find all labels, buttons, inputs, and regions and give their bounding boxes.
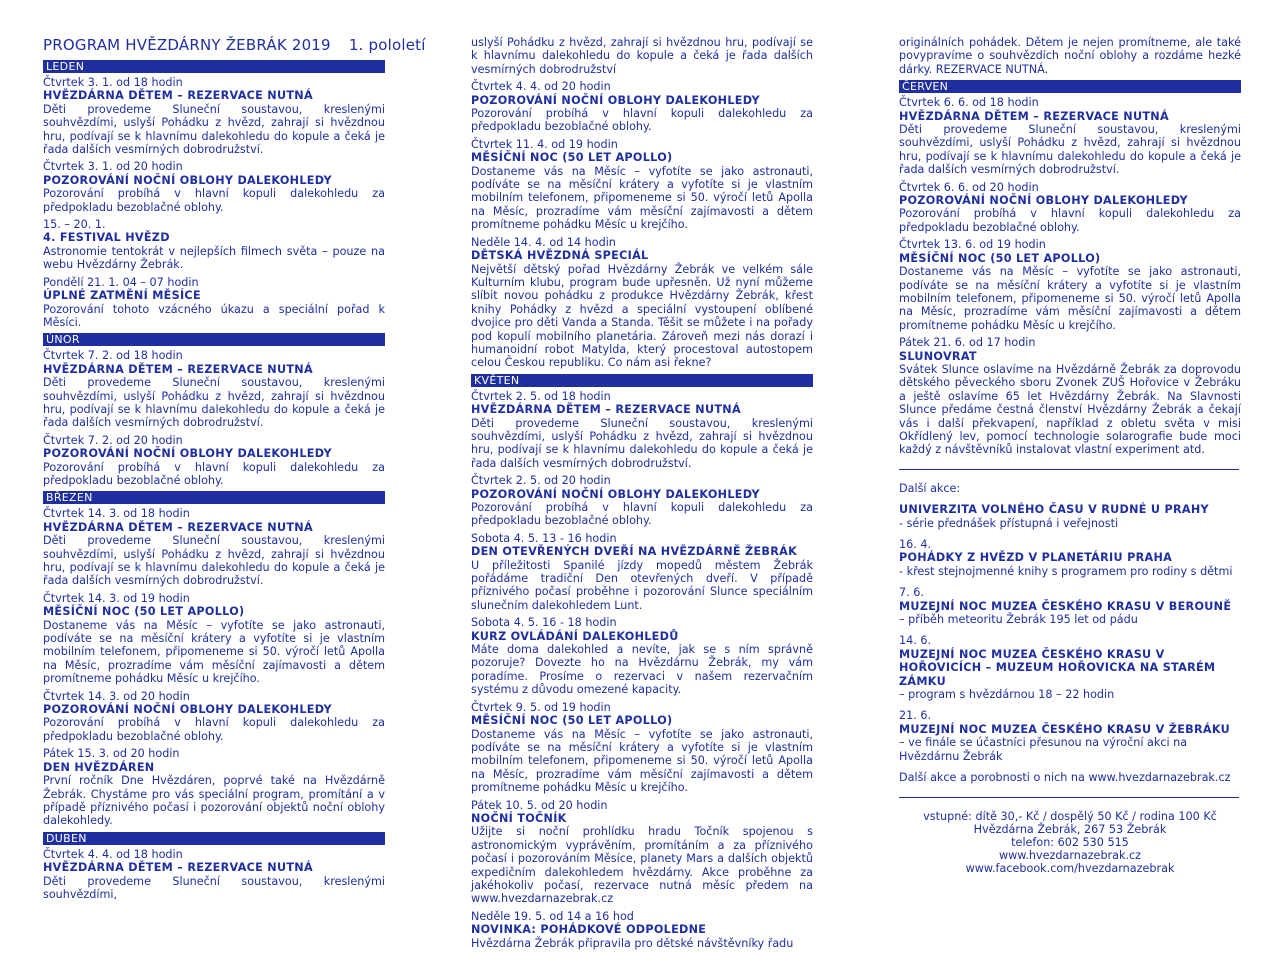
other-event-note: – ve finále se účastníci přesunou na výroční akci na Hvězdárnu Žebrák bbox=[899, 736, 1188, 763]
event-date: Čtvrtek 7. 2. od 20 hodin bbox=[43, 433, 183, 447]
event-description: Pozorování probíhá v hlavní kopuli dalekohledu za předpokladu bezoblačné oblohy. bbox=[43, 460, 385, 487]
event-date: Sobota 4. 5. 16 - 18 hodin bbox=[471, 616, 617, 630]
other-event bbox=[899, 634, 1241, 701]
month-header-kveten: KVĚTEN bbox=[471, 374, 813, 387]
event-title: SLUNOVRAT bbox=[899, 349, 977, 363]
event-item bbox=[43, 276, 385, 330]
event-item bbox=[471, 910, 813, 950]
event-title: HVĚZDÁRNA DĚTEM – REZERVACE NUTNÁ bbox=[43, 861, 313, 875]
website-link[interactable]: www.hvezdarnazebrak.cz bbox=[998, 848, 1142, 862]
other-event-date: 14. 6. bbox=[899, 634, 932, 648]
event-description: První ročník Dne Hvězdáren, poprvé také na Hvězdárně Žebrák. Chystáme pro vás speciální program, promítání a v případě příznivého počasí i pozorování objektů noční oblohy dalekohledy. bbox=[43, 774, 385, 828]
event-date: Pátek 15. 3. od 20 hodin bbox=[43, 747, 180, 761]
month-header-cerven: ČERVEN bbox=[899, 80, 1241, 93]
half-year-label: 1. pololetí bbox=[348, 36, 426, 54]
event-item bbox=[43, 434, 385, 488]
event-title: DEN OTEVŘENÝCH DVEŘÍ NA HVĚZDÁRNĚ ŽEBRÁK bbox=[471, 545, 798, 559]
event-date: Neděle 19. 5. od 14 a 16 hod bbox=[471, 909, 634, 923]
continued-text: originálních pohádek. Dětem je nejen promítneme, ale také povypravíme o souhvězdích noční oblohy a rozdáme hezké dárky. REZERVACE NUTNÁ. bbox=[899, 36, 1241, 76]
other-event-note: - křest stejnojmenné knihy s programem pro rodiny s dětmi bbox=[899, 564, 1233, 578]
divider bbox=[899, 797, 1239, 798]
event-title: MĚSÍČNÍ NOC (50 LET APOLLO) bbox=[471, 151, 673, 165]
event-description: Pozorování probíhá v hlavní kopuli dalekohledu za předpokladu bezoblačné oblohy. bbox=[471, 501, 813, 528]
other-event-title: POHÁDKY Z HVĚZD V PLANETÁRIU PRAHA bbox=[899, 551, 1173, 565]
month-events bbox=[43, 507, 385, 827]
event-date: Čtvrtek 9. 5. od 19 hodin bbox=[471, 700, 611, 714]
other-event bbox=[899, 503, 1241, 530]
event-description: Svátek Slunce oslavíme na Hvězdárně Žebrák za doprovodu dětského pěveckého sboru Zvonek ZUŠ Hořovice v Žebráku a ještě oslavíme 65 let Hvězdárny Žebrák. Na Slavnosti Slunce předáme čestná členství Hvězdárny Žebrák a čekají vás i další překvapení, například z obletu světa v misi Okřídlený lev, pomocí technologie solarografie bude moci každý z návštěvníků instalovat vlastní experiment atd. bbox=[899, 362, 1241, 457]
event-description: Astronomie tentokrát v nejlepších filmech světa – pouze na webu Hvězdárny Žebrák. bbox=[43, 244, 385, 272]
event-item bbox=[43, 592, 385, 686]
event-item bbox=[899, 238, 1241, 332]
event-date: Čtvrtek 4. 4. od 18 hodin bbox=[43, 847, 183, 861]
event-description: Děti provedeme Sluneční soustavou, kreslenými souhvězdími, uslyší Pohádku z hvězd, zahrají si hvězdnou hru, podívají se k hlavnímu dalekohledu do kopule a čeká je řada dalších vesmírných dobrodružství. bbox=[899, 123, 1241, 177]
event-title: POZOROVÁNÍ NOČNÍ OBLOHY DALEKOHLEDY bbox=[471, 487, 760, 501]
phone-number: telefon: 602 530 515 bbox=[1011, 835, 1129, 849]
event-date: Čtvrtek 6. 6. od 18 hodin bbox=[899, 96, 1039, 110]
event-title: MĚSÍČNÍ NOC (50 LET APOLLO) bbox=[471, 714, 673, 728]
event-date: Neděle 14. 4. od 14 hodin bbox=[471, 235, 616, 249]
contact-block bbox=[899, 810, 1241, 875]
event-date: Čtvrtek 14. 3. od 19 hodin bbox=[43, 591, 190, 605]
other-event-title: MUZEJNÍ NOC MUZEA ČESKÉHO KRASU V HOŘOVICÍCH – MUZEUM HOŘOVICKA NA STARÉM ZÁMKU bbox=[899, 647, 1216, 688]
event-title: DĚTSKÁ HVĚZDNÁ SPECIÁL bbox=[471, 249, 649, 263]
event-item bbox=[471, 616, 813, 696]
other-events-heading: Další akce: bbox=[899, 481, 961, 495]
other-event-date: 16. 4. bbox=[899, 538, 932, 551]
other-event-title: UNIVERZITA VOLNÉHO ČASU V RUDNÉ U PRAHY bbox=[899, 503, 1209, 517]
event-date: Pondělí 21. 1. 04 – 07 hodin bbox=[43, 275, 199, 289]
event-description: Pozorování probíhá v hlavní kopuli dalekohledu za předpokladu bezoblačné oblohy. bbox=[899, 207, 1241, 234]
month-header: ÚNOR bbox=[43, 333, 385, 346]
event-title: NOVINKA: POHÁDKOVÉ ODPOLEDNE bbox=[471, 923, 707, 937]
column-1 bbox=[43, 36, 426, 905]
continued-text: uslyší Pohádku z hvězd, zahrají si hvězdnou hru, podívají se k hlavnímu dalekohledu do kopule a čeká je řada dalších vesmírných dobrodružství bbox=[471, 36, 813, 76]
event-description: Hvězdárna Žebrák připravila pro dětské návštěvníky řadu bbox=[471, 936, 794, 950]
month-header: LEDEN bbox=[43, 60, 385, 73]
event-description: Máte doma dalekohled a nevíte, jak se s ním správně pozoruje? Dovezte ho na Hvězdárnu Žebrák, my vám poradíme. Prosíme o rezervaci v našem rezervačním systému z důvodu omezené kapacity. bbox=[471, 643, 813, 697]
may-events bbox=[471, 390, 813, 950]
april-events-continued bbox=[471, 80, 813, 370]
event-description: Dostaneme vás na Měsíc – vyfotíte se jako astronauti, podíváte se na měsíční krátery a vyfotíte si je vlastním mobilním telefonem, připomeneme si 50. výročí letů Apolla na Měsíc, prozradíme vám měsíční zajímavosti a dětem promítneme pohádku Měsíc u krejčího. bbox=[471, 164, 813, 232]
event-description: Dostaneme vás na Měsíc – vyfotíte se jako astronauti, podíváte se na měsíční krátery a vyfotíte si je vlastním mobilním telefonem, připomeneme si 50. výročí letů Apolla na Měsíc, prozradíme vám měsíční zajímavosti a dětem promítneme pohádku Měsíc u krejčího. bbox=[43, 618, 385, 686]
event-title: HVĚZDÁRNA DĚTEM – REZERVACE NUTNÁ bbox=[43, 89, 313, 103]
event-title: KURZ OVLÁDÁNÍ DALEKOHLEDŮ bbox=[471, 629, 679, 643]
event-title: 4. FESTIVAL HVĚZD bbox=[43, 231, 170, 245]
event-item bbox=[43, 848, 385, 902]
other-events-list bbox=[899, 503, 1241, 763]
other-event-note: – příběh meteoritu Žebrák 195 let od pádu bbox=[899, 613, 1138, 627]
event-date: Čtvrtek 13. 6. od 19 hodin bbox=[899, 238, 1046, 252]
event-title: NOČNÍ TOČNÍK bbox=[471, 811, 567, 825]
event-item bbox=[43, 218, 385, 272]
event-description: Pozorování probíhá v hlavní kopuli dalekohledu za předpokladu bezoblačné oblohy. bbox=[43, 716, 385, 743]
column-1-months bbox=[43, 60, 385, 901]
event-title: MĚSÍČNÍ NOC (50 LET APOLLO) bbox=[899, 251, 1101, 265]
event-item bbox=[43, 349, 385, 429]
event-description: Dostaneme vás na Měsíc – vyfotíte se jako astronauti, podíváte se na měsíční krátery a vyfotíte si je vlastním mobilním telefonem, připomeneme si 50. výročí letů Apolla na Měsíc, prozradíme vám měsíční zajímavosti a dětem promítneme pohádku Měsíc u krejčího. bbox=[899, 265, 1241, 332]
other-event bbox=[899, 586, 1241, 626]
event-description: Děti provedeme Sluneční soustavou, kreslenými souhvězdími, uslyší Pohádku z hvězd, zahrají si hvězdnou hru, podívají se k hlavnímu dalekohledu do kopule a čeká je řada dalších vesmírných dobrodružství. bbox=[43, 534, 385, 588]
event-item bbox=[471, 701, 813, 795]
event-item bbox=[471, 138, 813, 232]
event-date: Čtvrtek 14. 3. od 18 hodin bbox=[43, 507, 190, 521]
event-item bbox=[899, 336, 1241, 457]
admission-prices: vstupné: dítě 30,- Kč / dospělý 50 Kč / rodina 100 Kč bbox=[923, 809, 1217, 823]
other-event bbox=[899, 709, 1241, 763]
event-item bbox=[899, 96, 1241, 176]
event-title: POZOROVÁNÍ NOČNÍ OBLOHY DALEKOHLEDY bbox=[43, 173, 332, 187]
event-date: Čtvrtek 3. 1. od 20 hodin bbox=[43, 160, 183, 174]
event-date: Pátek 10. 5. od 20 hodin bbox=[471, 798, 608, 812]
event-date: Čtvrtek 7. 2. od 18 hodin bbox=[43, 349, 183, 363]
event-item bbox=[471, 80, 813, 134]
month-events bbox=[43, 349, 385, 487]
event-description: Děti provedeme Sluneční soustavou, kreslenými souhvězdími, uslyší Pohádku z hvězd, zahrají si hvězdnou hru, podívají se k hlavnímu dalekohledu do kopule a čeká je řada dalších vesmírných dobrodružství. bbox=[43, 376, 385, 430]
event-description: Pozorování tohoto vzácného úkazu a speciální pořad k Měsíci. bbox=[43, 302, 385, 329]
event-title: POZOROVÁNÍ NOČNÍ OBLOHY DALEKOHLEDY bbox=[899, 194, 1188, 208]
event-date: Čtvrtek 3. 1. od 18 hodin bbox=[43, 76, 183, 89]
event-date: Čtvrtek 11. 4. od 19 hodin bbox=[471, 137, 618, 151]
event-item bbox=[471, 532, 813, 612]
event-title: MĚSÍČNÍ NOC (50 LET APOLLO) bbox=[43, 605, 245, 619]
month-header: BŘEZEN bbox=[43, 491, 385, 504]
event-title: HVĚZDÁRNA DĚTEM – REZERVACE NUTNÁ bbox=[43, 520, 313, 534]
event-date: 15. – 20. 1. bbox=[43, 218, 106, 232]
event-description: Dostaneme vás na Měsíc – vyfotíte se jako astronauti, podíváte se na měsíční krátery a vyfotíte si je vlastním mobilním telefonem, připomeneme si 50. výročí letů Apolla na Měsíc, prozradíme vám měsíční zajímavosti a dětem promítneme pohádku Měsíc u krejčího. bbox=[471, 727, 813, 795]
divider bbox=[899, 469, 1239, 470]
event-item bbox=[471, 799, 813, 906]
other-event-date: 7. 6. bbox=[899, 586, 924, 600]
column-2 bbox=[471, 36, 813, 954]
event-description: Děti provedeme Sluneční soustavou, kreslenými souhvězdími, uslyší Pohádku z hvězd, zahrají si hvězdnou hru, podívají se k hlavnímu dalekohledu do kopule a čeká je řada dalších vesmírných dobrodružství. bbox=[43, 102, 385, 157]
event-item bbox=[471, 236, 813, 370]
event-description: Užijte si noční prohlídku hradu Točník spojenou s astronomickým vyprávěním, promítáním a za příznivého počasí i pozorováním Měsíce, planety Mars a dalších objektů expedičním dalekohledem hvězdárny. Akce proběhne za jakéhokoliv počasí, rezervace nutná měsíc předem na www.hvezdarnazebrak.cz bbox=[471, 825, 813, 906]
month-events bbox=[43, 848, 385, 902]
event-description: Děti provedeme Sluneční soustavou, kreslenými souhvězdími, bbox=[43, 874, 385, 901]
event-title: DEN HVĚZDÁREN bbox=[43, 760, 155, 774]
event-title: HVĚZDÁRNA DĚTEM – REZERVACE NUTNÁ bbox=[43, 362, 313, 376]
event-description: Pozorování probíhá v hlavní kopuli dalekohledu za předpokladu bezoblačné oblohy. bbox=[43, 187, 385, 214]
event-description: Největší dětský pořad Hvězdárny Žebrák ve velkém sále Kulturním klubu, program bude upřesněn. Už nyní můžeme slíbit novou pohádku z produkce Hvězdárny Žebrák, křest knihy Pohádky z hvězd a speciální vystoupení oblíbené dvojice pro děti Vanda a Standa. Těšit se můžete i na pořady pod kopulí mobilního planetária. Zároveň mezi nás dorazí i humanoidní robot Matylda, který procestoval autostopem celou Českou republiku. Co nám asi řekne? bbox=[471, 262, 813, 370]
event-item bbox=[471, 474, 813, 528]
event-title: POZOROVÁNÍ NOČNÍ OBLOHY DALEKOHLEDY bbox=[43, 447, 332, 461]
event-description: Děti provedeme Sluneční soustavou, kreslenými souhvězdími, uslyší Pohádku z hvězd, zahrají si hvězdnou hru, podívají se k hlavnímu dalekohledu do kopule a čeká je řada dalších vesmírných dobrodružství. bbox=[471, 416, 813, 470]
event-date: Pátek 21. 6. od 17 hodin bbox=[899, 336, 1036, 350]
other-event-note: - série přednášek přístupná i veřejnosti bbox=[899, 516, 1119, 530]
event-item bbox=[43, 747, 385, 827]
event-title: POZOROVÁNÍ NOČNÍ OBLOHY DALEKOHLEDY bbox=[471, 93, 760, 107]
month-events bbox=[43, 76, 385, 329]
event-description: Pozorování probíhá v hlavní kopuli dalekohledu za předpokladu bezoblačné oblohy. bbox=[471, 107, 813, 134]
event-date: Čtvrtek 2. 5. od 18 hodin bbox=[471, 389, 611, 403]
page-title bbox=[43, 36, 426, 54]
event-description: U příležitosti Spanilé jízdy mopedů městem Žebrák pořádáme tradiční Den otevřených dveří. V případě příznivého počasí proběhne i pozorování Slunce speciálním slunečním dalekohledem Lunt. bbox=[471, 558, 813, 612]
event-item bbox=[899, 181, 1241, 235]
event-title: ÚPLNÉ ZATMĚNÍ MĚSÍCE bbox=[43, 289, 201, 303]
event-date: Čtvrtek 2. 5. od 20 hodin bbox=[471, 474, 611, 488]
event-item bbox=[471, 390, 813, 470]
facebook-link[interactable]: www.facebook.com/hvezdarnazebrak bbox=[965, 861, 1175, 875]
other-event bbox=[899, 538, 1241, 578]
event-item bbox=[43, 690, 385, 744]
event-title: POZOROVÁNÍ NOČNÍ OBLOHY DALEKOHLEDY bbox=[43, 703, 332, 717]
event-title: HVĚZDÁRNA DĚTEM – REZERVACE NUTNÁ bbox=[899, 109, 1169, 123]
event-date: Čtvrtek 14. 3. od 20 hodin bbox=[43, 689, 190, 703]
other-event-date: 21. 6. bbox=[899, 709, 932, 723]
other-event-title: MUZEJNÍ NOC MUZEA ČESKÉHO KRASU V ŽEBRÁKU bbox=[899, 722, 1230, 736]
more-info-text: Další akce a porobnosti o nich na www.hvezdarnazebrak.cz bbox=[899, 771, 1231, 785]
address: Hvězdárna Žebrák, 267 53 Žebrák bbox=[973, 822, 1167, 836]
other-event-note: – program s hvězdárnou 18 – 22 hodin bbox=[899, 688, 1115, 702]
other-event-title: MUZEJNÍ NOC MUZEA ČESKÉHO KRASU V BEROUNĚ bbox=[899, 599, 1232, 613]
month-header: DUBEN bbox=[43, 832, 385, 845]
event-item bbox=[43, 76, 385, 156]
column-3 bbox=[899, 36, 1241, 875]
event-date: Čtvrtek 6. 6. od 20 hodin bbox=[899, 180, 1039, 194]
program-title: PROGRAM HVĚZDÁRNY ŽEBRÁK 2019 bbox=[43, 36, 331, 54]
event-date: Čtvrtek 4. 4. od 20 hodin bbox=[471, 80, 611, 94]
event-title: HVĚZDÁRNA DĚTEM – REZERVACE NUTNÁ bbox=[471, 403, 741, 417]
june-events bbox=[899, 96, 1241, 457]
event-item bbox=[43, 160, 385, 214]
event-item bbox=[43, 507, 385, 587]
event-date: Sobota 4. 5. 13 - 16 hodin bbox=[471, 531, 617, 545]
